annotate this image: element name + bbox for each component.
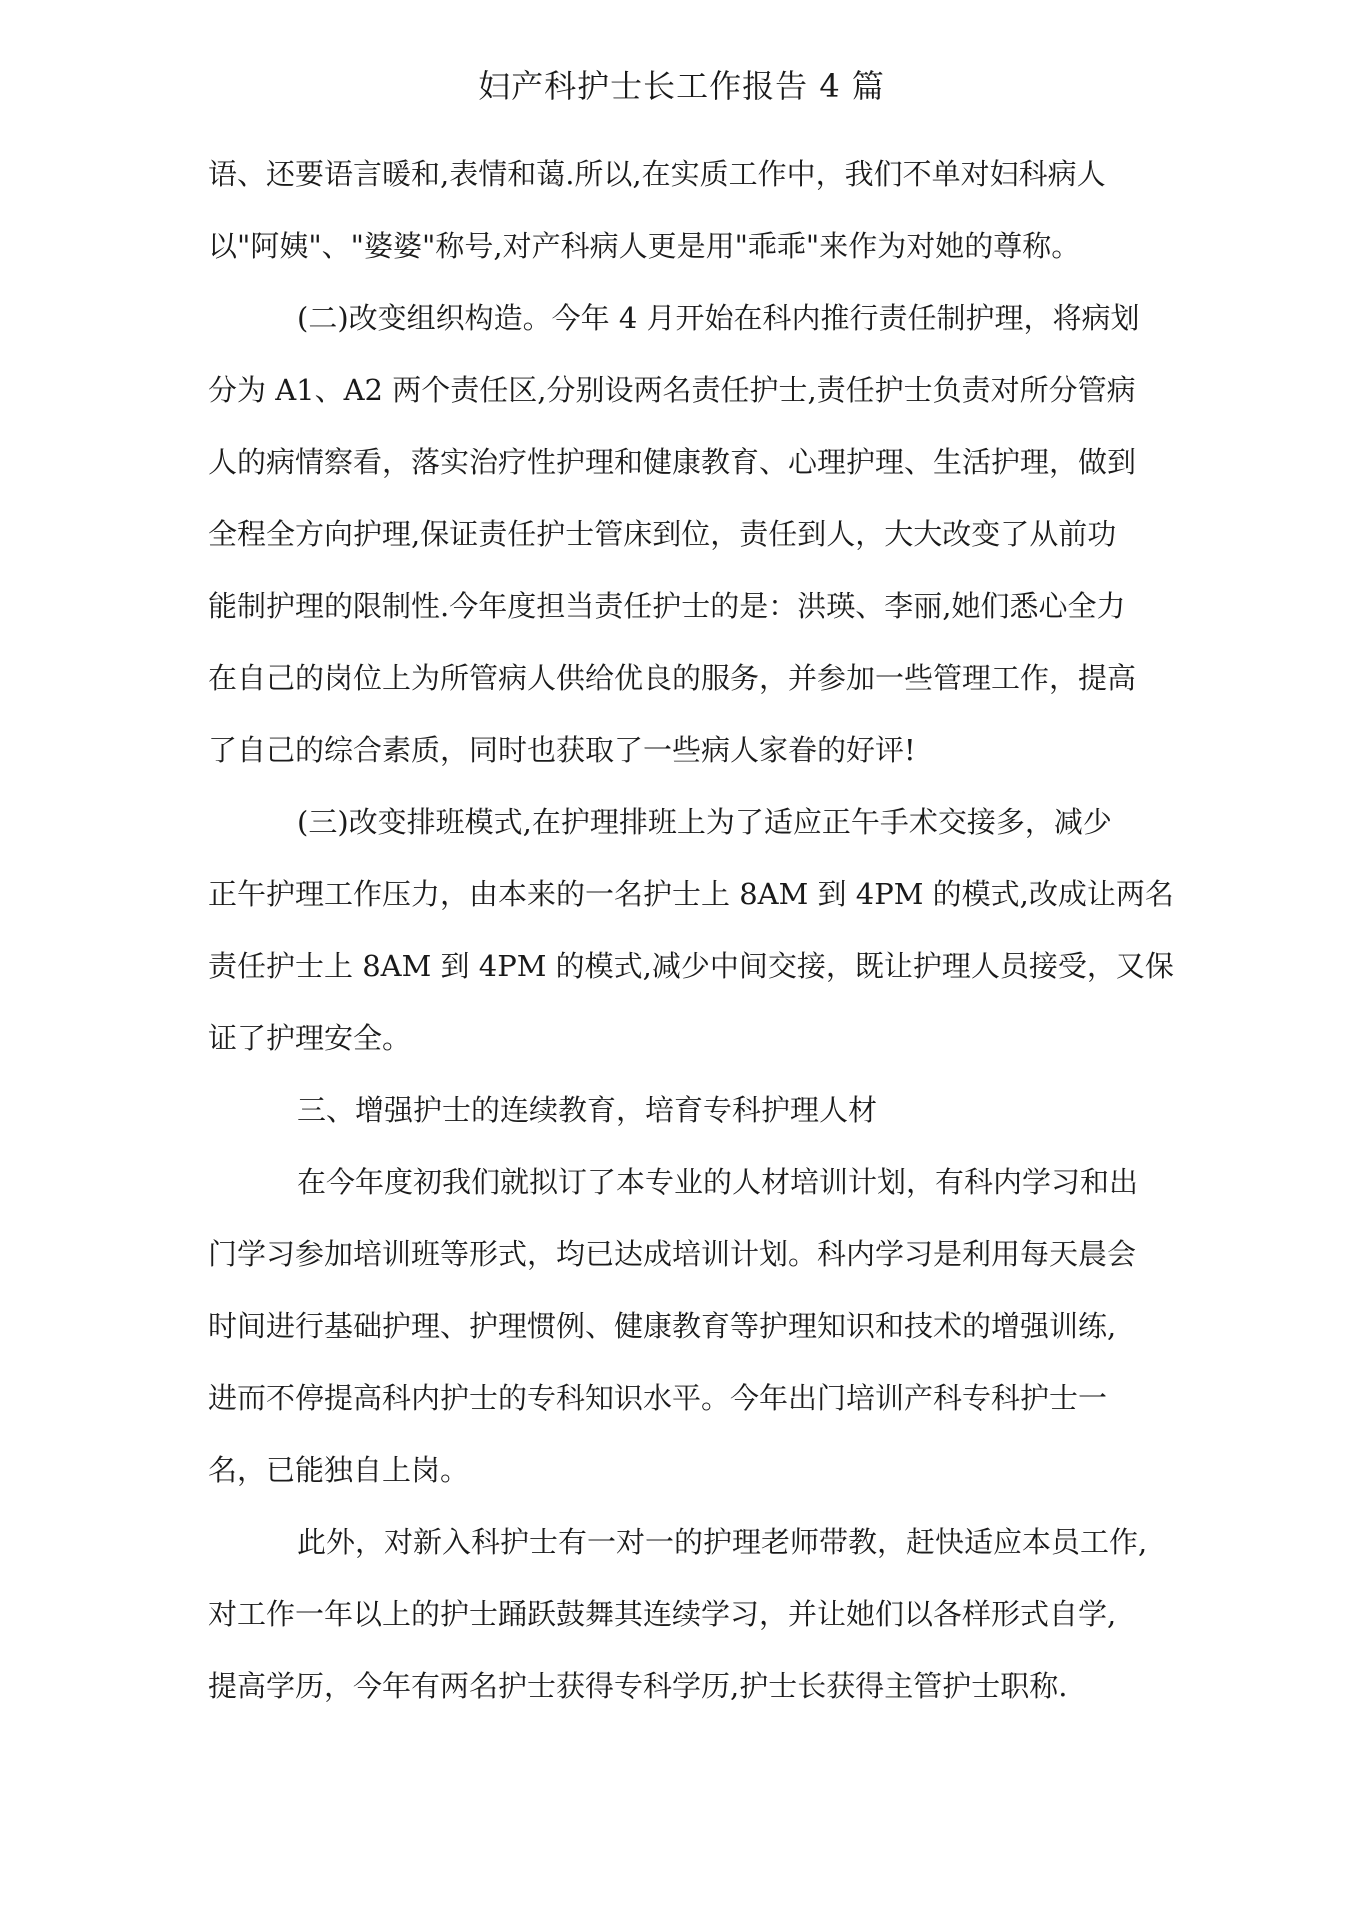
paragraph-line: 能制护理的限制性.今年度担当责任护士的是：洪瑛、李丽,她们悉心全力 [208,589,1126,623]
paragraph-line: (三)改变排班模式,在护理排班上为了适应正午手术交接多，减少 [297,805,1112,839]
document-title: 妇产科护士长工作报告 4 篇 [478,67,885,105]
paragraph-line: 责任护士上 8AM 到 4PM 的模式,减少中间交接，既让护理人员接受，又保 [208,949,1174,983]
paragraph-line: 分为 A1、A2 两个责任区,分别设两名责任护士,责任护士负责对所分管病 [208,373,1136,407]
paragraph-line: 以"阿姨"、"婆婆"称号,对产科病人更是用"乖乖"来作为对她的尊称。 [208,229,1081,263]
paragraph-line: 提高学历，今年有两名护士获得专科学历,护士长获得主管护士职称. [208,1669,1068,1703]
paragraph-line: 人的病情察看，落实治疗性护理和健康教育、心理护理、生活护理，做到 [208,445,1137,479]
paragraph-line: 了自己的综合素质，同时也获取了一些病人家眷的好评! [208,733,916,767]
paragraph-line: 全程全方向护理,保证责任护士管床到位，责任到人，大大改变了从前功 [208,517,1117,551]
section-heading: 三、增强护士的连续教育，培育专科护理人材 [297,1093,878,1127]
paragraph-line: 在自己的岗位上为所管病人供给优良的服务，并参加一些管理工作，提高 [208,661,1137,695]
paragraph-line: 证了护理安全。 [208,1021,412,1055]
paragraph-line: 语、还要语言暖和,表情和蔼.所以,在实质工作中，我们不单对妇科病人 [208,157,1106,191]
paragraph-line: 对工作一年以上的护士踊跃鼓舞其连续学习，并让她们以各样形式自学, [208,1597,1117,1631]
paragraph-line: 在今年度初我们就拟订了本专业的人材培训计划，有科内学习和出 [297,1165,1139,1199]
paragraph-line: 时间进行基础护理、护理惯例、健康教育等护理知识和技术的增强训练, [208,1309,1117,1343]
paragraph-line: 进而不停提高科内护士的专科知识水平。今年出门培训产科专科护士一 [208,1381,1108,1415]
paragraph-line: 门学习参加培训班等形式，均已达成培训计划。科内学习是利用每天晨会 [208,1237,1137,1271]
paragraph-line: 名，已能独自上岗。 [208,1453,470,1487]
paragraph-line: 此外，对新入科护士有一对一的护理老师带教，赶快适应本员工作, [297,1525,1148,1559]
paragraph-line: (二)改变组织构造。今年 4 月开始在科内推行责任制护理，将病划 [297,301,1140,335]
paragraph-line: 正午护理工作压力，由本来的一名护士上 8AM 到 4PM 的模式,改成让两名 [208,877,1174,911]
